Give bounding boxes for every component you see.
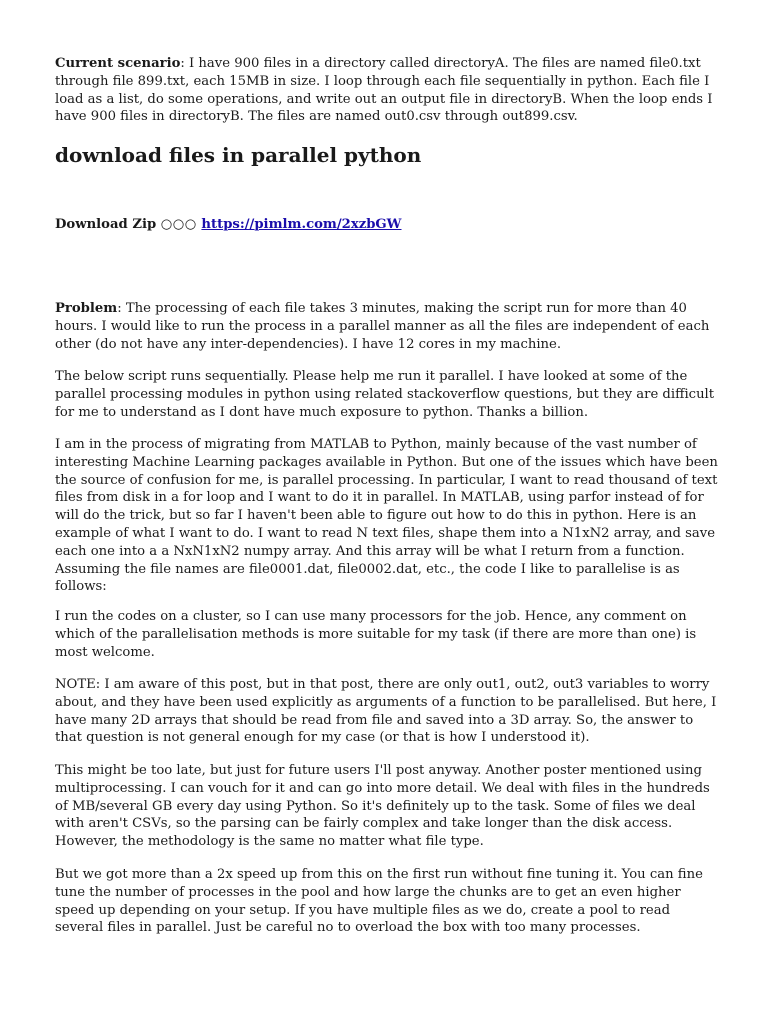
- download-circles-icon: ○○○: [160, 217, 197, 232]
- problem-paragraph: [55, 300, 719, 353]
- problem-text: : The processing of each file takes 3 minutes, making the script run for more than 40 hours. I would like to run the process in a parallel manner as all the files are independent of each other (do not have any inter-dependencies). I have 12 cores in my machine.: [55, 301, 710, 352]
- paragraph-5: This might be too late, but just for future users I'll post anyway. Another poster mentioned using multiprocessing. I can vouch for it and can go into more detail. We deal with files in the hundreds of MB/several GB every day using Python. So it's definitely up to the task. Some of files we deal with aren't CSVs, so the parsing can be fairly complex and take longer than the disk access. However, the methodology is the same no matter what file type.: [55, 763, 710, 850]
- intro-label: Current scenario: [55, 56, 181, 71]
- paragraph-4: NOTE: I am aware of this post, but in that post, there are only out1, out2, out3 variables to worry about, and they have been used explicitly as arguments of a function to be parallelised. But here, I have many 2D arrays that should be read from file and saved into a 3D array. So, the answer to that question is not general enough for my case (or that is how I understood it).: [55, 677, 717, 746]
- paragraph-6: But we got more than a 2x speed up from this on the first run without fine tuning it. You can fine tune the number of processes in the pool and how large the chunks are to get an even higher speed up depending on your setup. If you have multiple files as we do, create a pool to read several files in parallel. Just be careful no to overload the box with too many processes.: [55, 867, 703, 936]
- download-label: Download Zip: [55, 217, 157, 232]
- intro-text: : I have 900 files in a directory called directoryA. The files are named file0.txt through file 899.txt, each 15MB in size. I loop through each file sequentially in python. Each file I load as a list, do some operations, and write out an output file in directoryB. When the loop ends I have 900 files in directoryB. The files are named out0.csv through out899.csv.: [55, 56, 713, 125]
- problem-label: Problem: [55, 301, 118, 316]
- paragraph-1: The below script runs sequentially. Please help me run it parallel. I have looked at some of the parallel processing modules in python using related stackoverflow questions, but they are difficult for me to understand as I dont have much exposure to python. Thanks a billion.: [55, 369, 715, 420]
- download-link[interactable]: https://pimlm.com/2xzbGW: [201, 217, 402, 232]
- page-title: download files in parallel python: [55, 143, 422, 167]
- paragraph-3: I run the codes on a cluster, so I can use many processors for the job. Hence, any comment on which of the parallelisation methods is more suitable for my task (if there are more than one) is most welcome.: [55, 609, 697, 660]
- download-line: [55, 216, 402, 234]
- paragraph-2: I am in the process of migrating from MATLAB to Python, mainly because of the vast number of interesting Machine Learning packages available in Python. But one of the issues which have been the source of confusion for me, is parallel processing. In particular, I want to read thousand of text files from disk in a for loop and I want to do it in parallel. In MATLAB, using parfor instead of for will do the trick, but so far I haven't been able to figure out how to do this in python. Here is an example of what I want to do. I want to read N text files, shape them into a N1xN2 array, and save each one into a a NxN1xN2 numpy array. And this array will be what I return from a function. Assuming the file names are file0001.dat, file0002.dat, etc., the code I like to parallelise is as follows:: [55, 437, 718, 595]
- intro-paragraph: [55, 55, 719, 126]
